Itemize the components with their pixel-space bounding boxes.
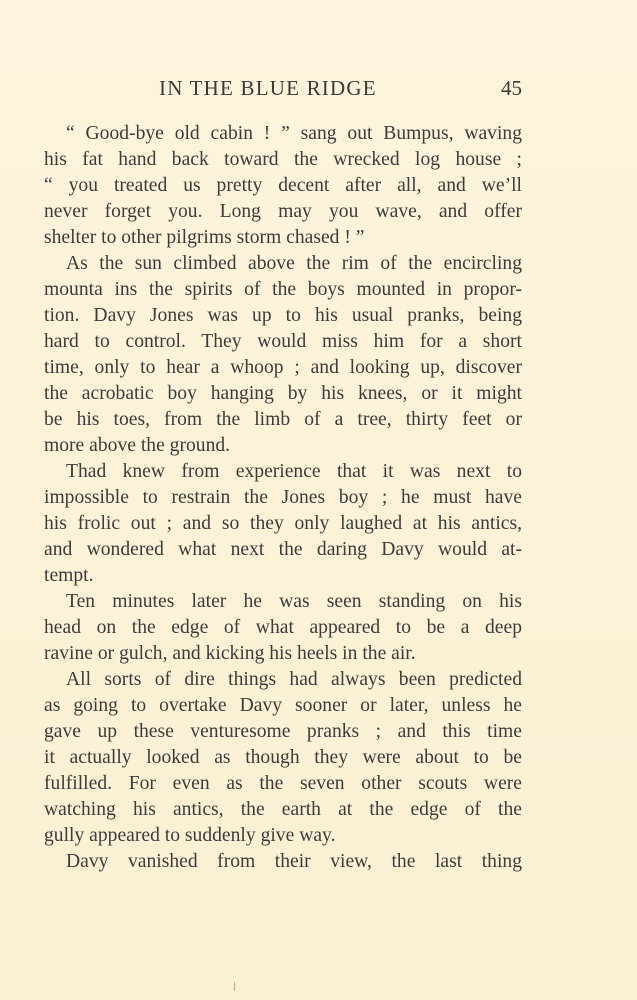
text-line: as going to overtake Davy sooner or later, unless he (44, 695, 522, 716)
text-line: “ Good-bye old cabin ! ” sang out Bumpus, waving (66, 123, 522, 144)
text-line: Thad knew from experience that it was next to (66, 461, 522, 482)
paragraph (44, 459, 522, 589)
text-line: never forget you. Long may you wave, and offer (44, 201, 522, 222)
text-line: ravine or gulch, and kicking his heels in the air. (44, 643, 416, 664)
text-line: gully appeared to suddenly give way. (44, 825, 336, 846)
text-line: mounta ins the spirits of the boys mounted in propor- (44, 279, 522, 300)
text-line: be his toes, from the limb of a tree, thirty feet or (44, 409, 522, 430)
page-number: 45 (501, 76, 522, 100)
text-line: and wondered what next the daring Davy would at- (44, 539, 522, 560)
text-line: hard to control. They would miss him for a short (44, 331, 522, 352)
text-line: All sorts of dire things had always been predicted (66, 669, 522, 690)
text-line: his frolic out ; and so they only laughed at his antics, (44, 513, 522, 534)
text-line: impossible to restrain the Jones boy ; he must have (44, 487, 522, 508)
running-head (44, 76, 522, 104)
text-line: As the sun climbed above the rim of the encircling (66, 253, 522, 274)
text-line: more above the ground. (44, 435, 231, 456)
running-title: IN THE BLUE RIDGE (159, 76, 377, 100)
text-line: “ you treated us pretty decent after all, and we’ll (44, 175, 522, 196)
page-speck (234, 982, 235, 991)
body-text (44, 121, 522, 875)
text-line: tion. Davy Jones was up to his usual pranks, being (44, 305, 522, 326)
text-line: time, only to hear a whoop ; and looking up, discover (44, 357, 522, 378)
text-line: Davy vanished from their view, the last thing (66, 851, 522, 872)
text-line: it actually looked as though they were about to be (44, 747, 522, 768)
text-line: shelter to other pilgrims storm chased ! ” (44, 227, 365, 248)
paragraph (44, 121, 522, 251)
text-line: Ten minutes later he was seen standing on his (66, 591, 522, 612)
text-line: his fat hand back toward the wrecked log house ; (44, 149, 522, 170)
text-line: tempt. (44, 565, 94, 586)
text-line: head on the edge of what appeared to be a deep (44, 617, 522, 638)
text-line: gave up these venturesome pranks ; and this time (44, 721, 522, 742)
paragraph (44, 849, 522, 875)
text-line: fulfilled. For even as the seven other scouts were (44, 773, 522, 794)
paragraph (44, 667, 522, 849)
paragraph (44, 251, 522, 459)
text-line: the acrobatic boy hanging by his knees, or it might (44, 383, 522, 404)
paragraph (44, 589, 522, 667)
text-line: watching his antics, the earth at the edge of the (44, 799, 522, 820)
